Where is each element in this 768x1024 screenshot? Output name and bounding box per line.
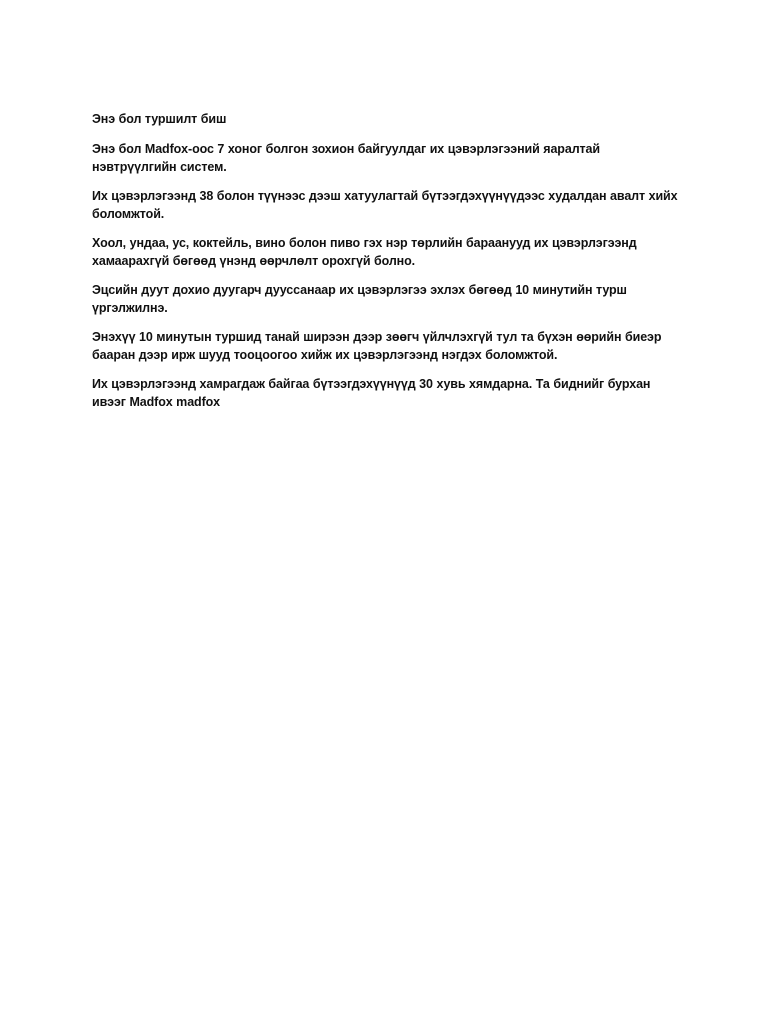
paragraph-intro: Энэ бол Madfox-оос 7 хоног болгон зохион байгуулдаг их цэвэрлэгээний яаралтай нэвтрүүлгийн систем. xyxy=(92,141,600,174)
paragraph-eligibility: Их цэвэрлэгээнд 38 болон түүнээс дээш хатуулагтай бүтээгдэхүүнүүдээс худалдан авалт хийх боломжтой. xyxy=(92,188,678,221)
document-body xyxy=(92,110,682,422)
paragraph-start-duration: Эцсийн дуут дохио дуугарч дууссанаар их цэвэрлэгээ эхлэх бөгөөд 10 минутийн турш үргэлжилнэ. xyxy=(92,282,627,315)
paragraph-exclusions: Хоол, ундаа, ус, коктейль, вино болон пиво гэх нэр төрлийн бараанууд их цэвэрлэгээнд хамаарахгүй бөгөөд үнэнд өөрчлөлт орохгүй болно. xyxy=(92,235,637,268)
paragraph-discount: Их цэвэрлэгээнд хамрагдаж байгаа бүтээгдэхүүнүүд 30 хувь хямдарна. Та биднийг бурхан ивээг Madfox madfox xyxy=(92,376,651,409)
paragraph-service-note: Энэхүү 10 минутын туршид танай ширээн дээр зөөгч үйлчлэхгүй тул та бүхэн өөрийн биеэр бааран дээр ирж шууд тооцоогоо хийж их цэвэрлэгээнд нэгдэх боломжтой. xyxy=(92,329,662,362)
document-heading: Энэ бол туршилт биш xyxy=(92,112,227,126)
